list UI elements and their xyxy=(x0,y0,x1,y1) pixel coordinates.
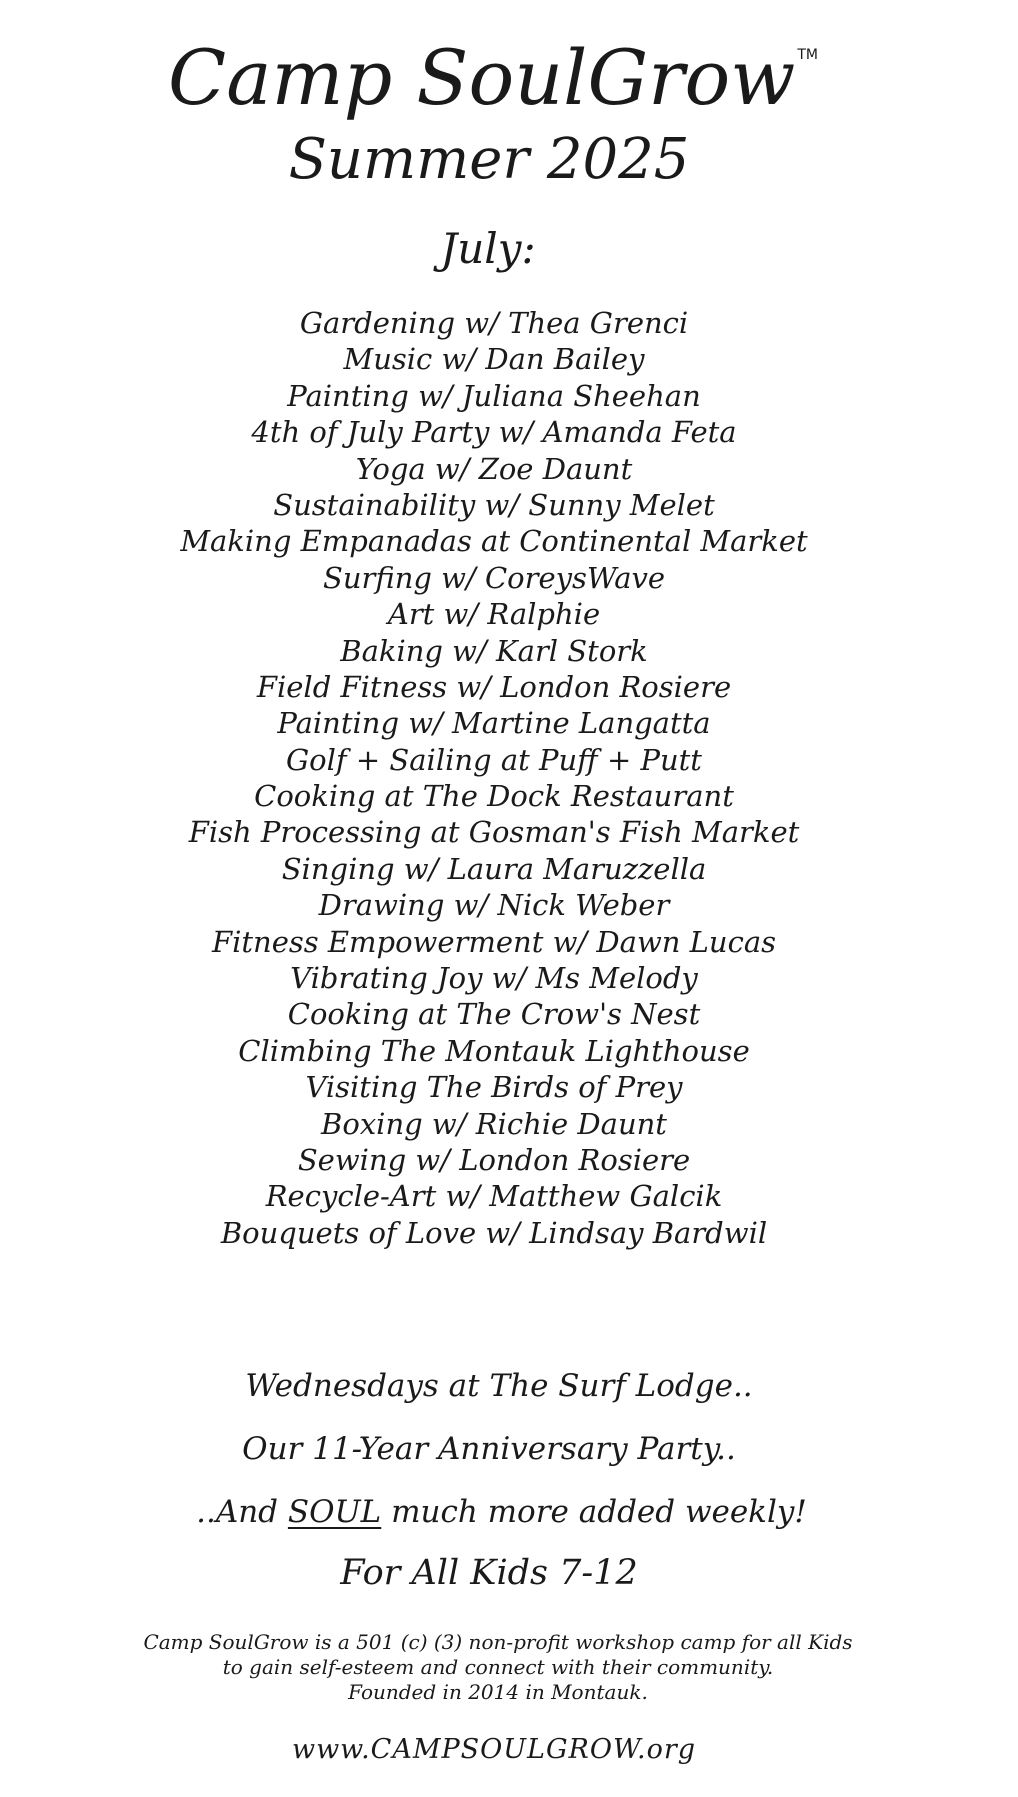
about-line: Founded in 2014 in Montauk. xyxy=(348,1680,648,1704)
more-suffix: much more added weekly! xyxy=(381,1494,807,1530)
age-range: For All Kids 7-12 xyxy=(340,1553,638,1593)
activity-item: Recycle-Art w/ Matthew Galcik xyxy=(265,1179,723,1214)
activity-item: Painting w/ Juliana Sheehan xyxy=(287,378,701,413)
activity-item: Climbing The Montauk Lighthouse xyxy=(238,1033,750,1068)
activity-item: Music w/ Dan Bailey xyxy=(343,342,645,377)
extras-block xyxy=(0,1358,1018,1547)
activity-item: Bouquets of Love w/ Lindsay Bardwil xyxy=(220,1215,768,1250)
anniversary-line: Our 11-Year Anniversary Party.. xyxy=(242,1431,736,1467)
season-subtitle: Summer 2025 xyxy=(288,127,690,192)
more-added-line xyxy=(0,1484,1018,1547)
activity-item: Gardening w/ Thea Grenci xyxy=(299,306,689,340)
page-title xyxy=(168,33,818,122)
about-line: Camp SoulGrow is a 501 (c) (3) non-profit workshop camp for all Kids xyxy=(143,1630,853,1654)
activity-item: 4th of July Party w/ Amanda Feta xyxy=(251,415,737,450)
about-paragraph xyxy=(0,1630,1018,1705)
activity-item: Art w/ Ralphie xyxy=(387,597,601,632)
activity-item: Boxing w/ Richie Daunt xyxy=(321,1106,667,1141)
activity-item: Sustainability w/ Sunny Melet xyxy=(273,487,715,522)
activity-item: Golf + Sailing at Puff + Putt xyxy=(286,742,702,777)
activity-list xyxy=(0,305,1018,1251)
more-prefix: ..And xyxy=(196,1494,288,1530)
activity-item: Singing w/ Laura Maruzzella xyxy=(281,851,707,886)
activity-item: Cooking at The Dock Restaurant xyxy=(254,779,734,814)
activity-item: Sewing w/ London Rosiere xyxy=(297,1142,691,1177)
about-line: to gain self-esteem and connect with their community. xyxy=(222,1655,774,1679)
activity-item: Yoga w/ Zoe Daunt xyxy=(355,451,633,486)
title-block xyxy=(0,33,1018,122)
website-url: www.CAMPSOULGROW.org xyxy=(291,1734,697,1765)
soul-underlined-word: SOUL xyxy=(287,1494,382,1530)
activity-item: Painting w/ Martine Langatta xyxy=(277,706,711,741)
month-heading: July: xyxy=(440,224,536,273)
activity-item: Making Empanadas at Continental Market xyxy=(180,524,808,559)
activity-item: Baking w/ Karl Stork xyxy=(340,633,648,668)
activity-item: Fitness Empowerment w/ Dawn Lucas xyxy=(211,924,777,959)
activity-item: Field Fitness w/ London Rosiere xyxy=(256,669,732,704)
activity-item: Surfing w/ CoreysWave xyxy=(322,560,666,595)
activity-item: Fish Processing at Gosman's Fish Market xyxy=(188,815,800,850)
activity-item: Drawing w/ Nick Weber xyxy=(318,888,670,923)
activity-item: Cooking at The Crow's Nest xyxy=(287,997,701,1032)
activity-item: Vibrating Joy w/ Ms Melody xyxy=(290,961,698,996)
surf-lodge-line: Wednesdays at The Surf Lodge.. xyxy=(245,1368,753,1404)
activity-item: Visiting The Birds of Prey xyxy=(305,1070,683,1105)
title-text: Camp SoulGrow xyxy=(168,33,796,122)
trademark-mark: TM xyxy=(797,47,818,63)
